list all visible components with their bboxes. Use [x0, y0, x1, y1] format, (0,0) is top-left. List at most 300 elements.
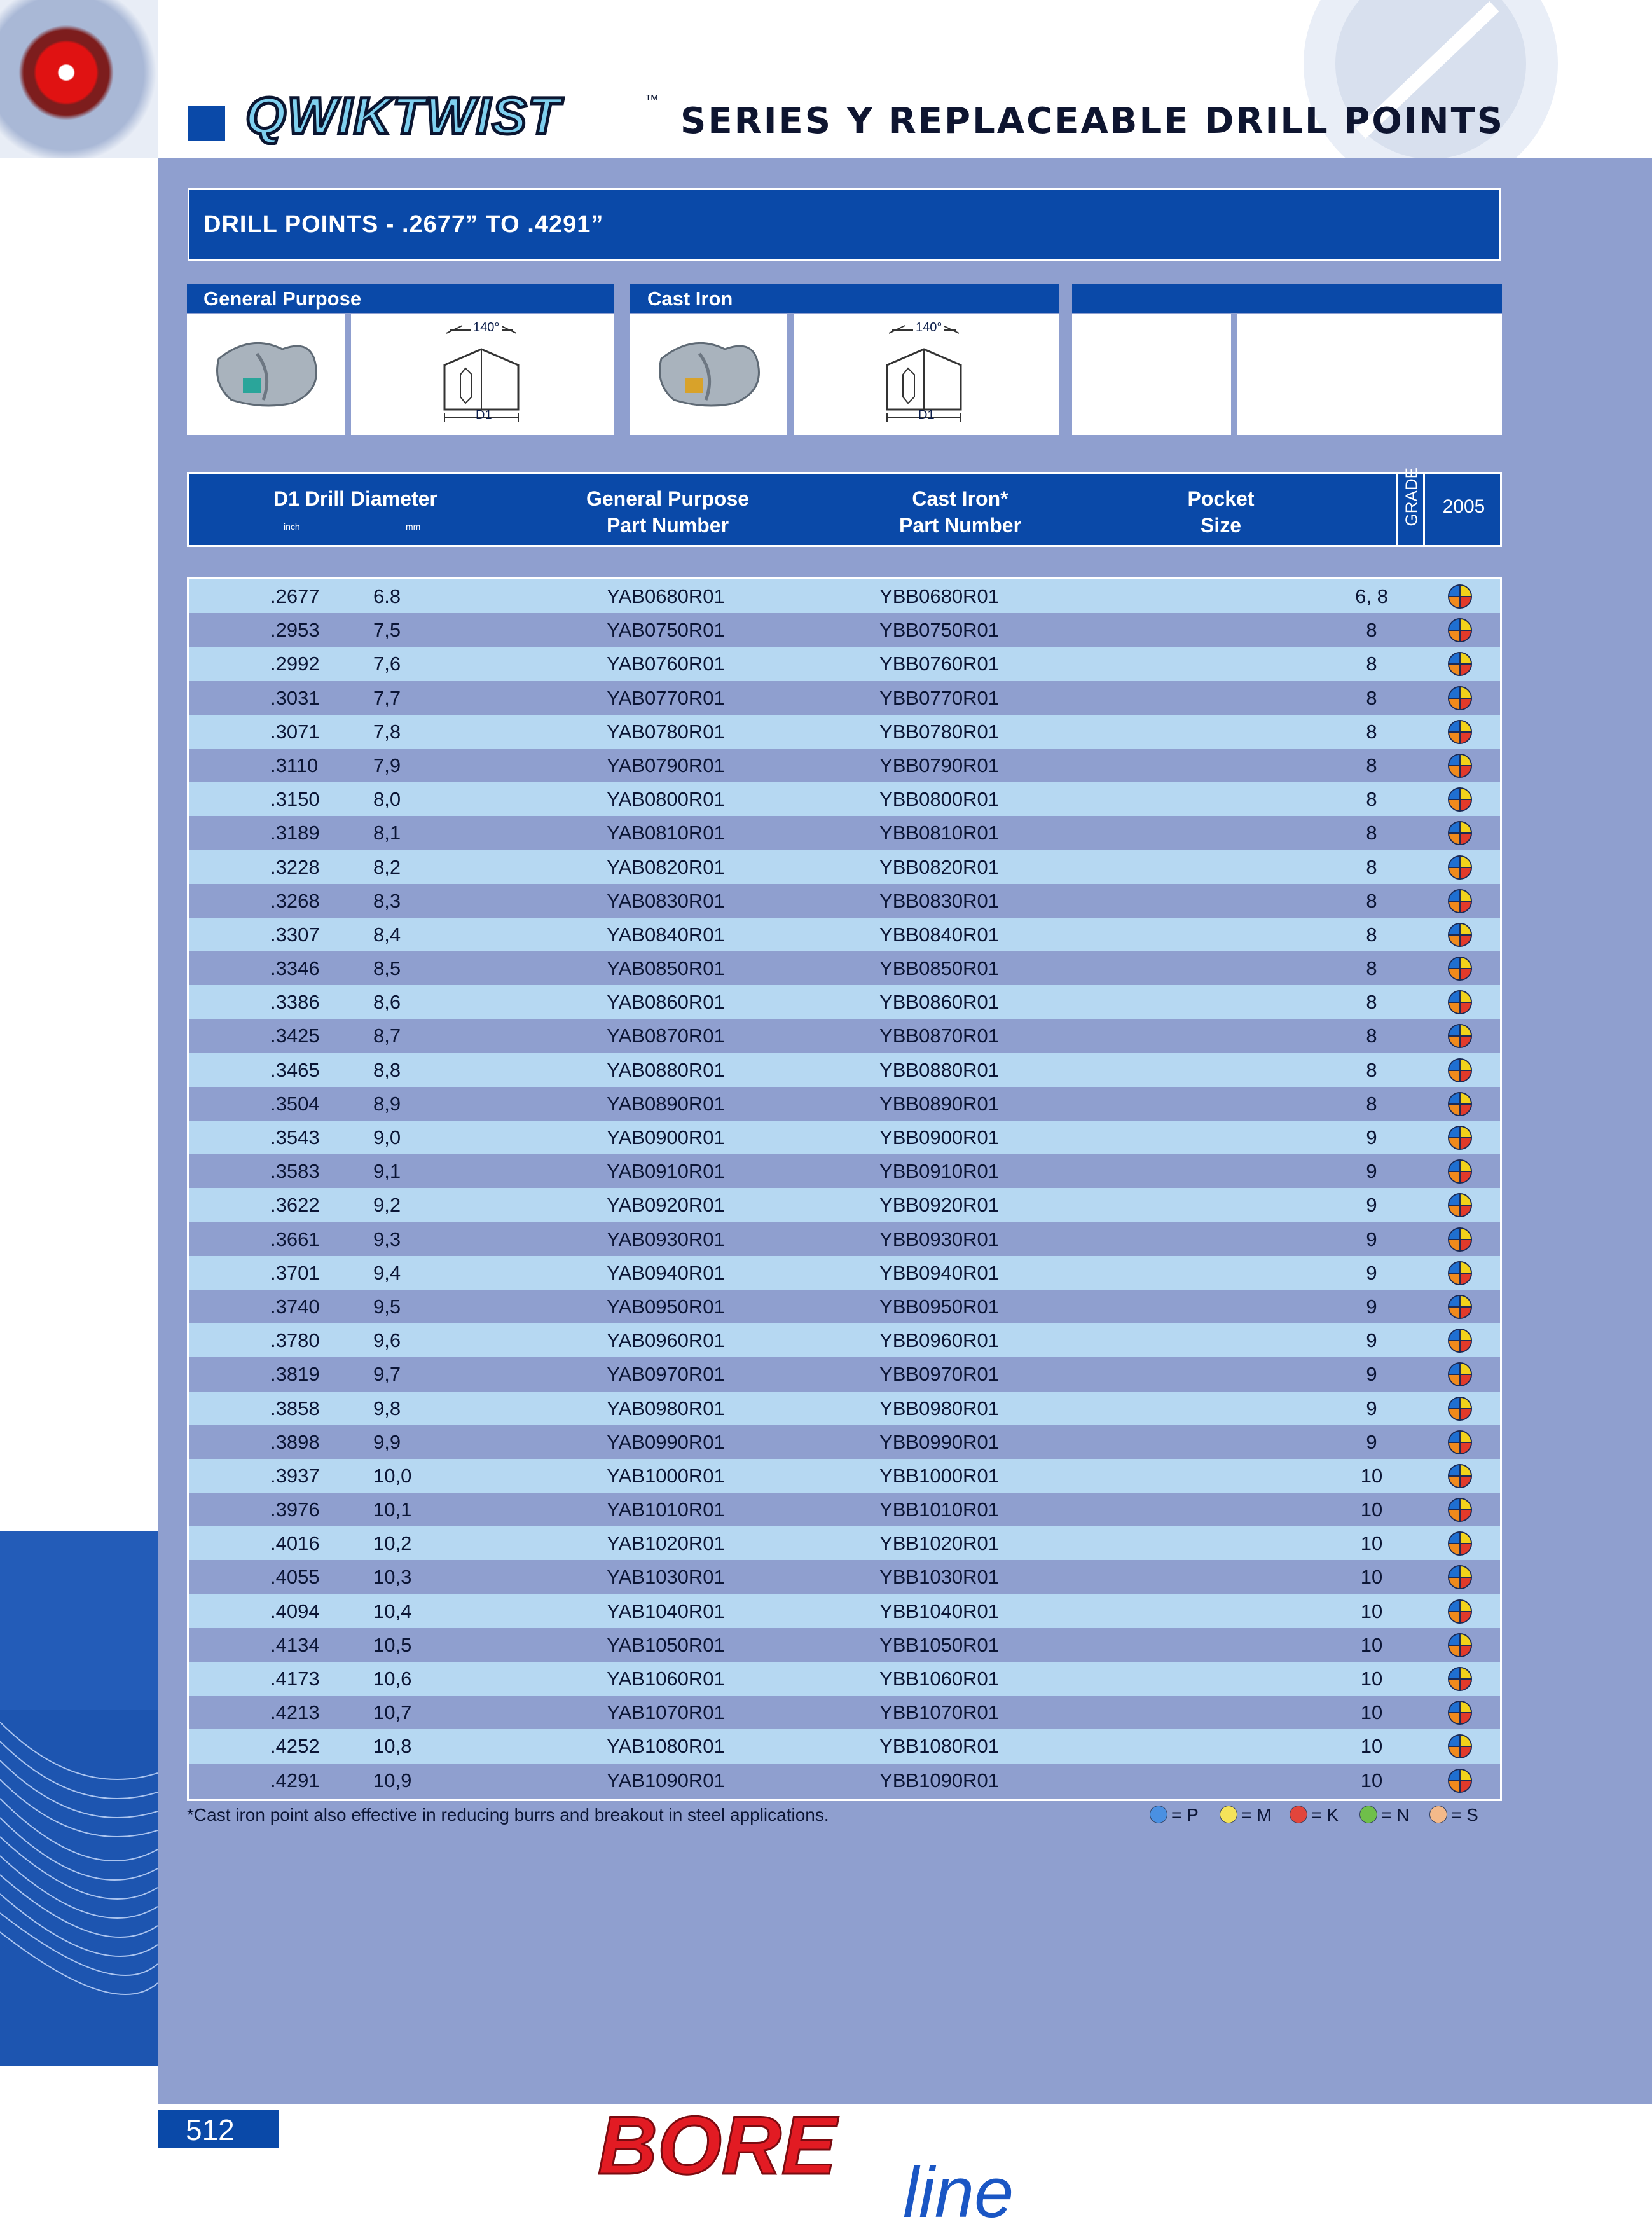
- grade-divider: [1396, 474, 1398, 545]
- header-ci-line2: Part Number: [898, 514, 1022, 537]
- cell-pocket-size: 9: [1366, 1430, 1377, 1453]
- cell-cast-iron-part: YBB1090R01: [879, 1769, 999, 1792]
- cell-pocket-size: 6, 8: [1355, 585, 1388, 607]
- cell-mm: 10,5: [373, 1633, 412, 1656]
- cell-mm: 7,9: [373, 754, 401, 777]
- cell-cast-iron-part: YBB0750R01: [879, 619, 999, 642]
- cell-general-purpose-part: YAB0770R01: [607, 686, 725, 709]
- table-row: [189, 749, 1500, 782]
- cell-inch: .3031: [270, 686, 320, 709]
- table-row: [189, 1222, 1500, 1256]
- table-row: [189, 1256, 1500, 1290]
- cell-inch: .3386: [270, 991, 320, 1014]
- cell-mm: 8,6: [373, 991, 401, 1014]
- table-row: [189, 1662, 1500, 1696]
- grade-quadrant-icon: [1448, 1227, 1472, 1252]
- cell-inch: .4134: [270, 1633, 320, 1656]
- table-row: [189, 1357, 1500, 1391]
- table-row: [189, 951, 1500, 985]
- cell-inch: .3346: [270, 957, 320, 980]
- table-row: [189, 850, 1500, 884]
- boreline-logo: [591, 2104, 1100, 2225]
- cell-inch: .3622: [270, 1194, 320, 1217]
- cell-inch: .3583: [270, 1160, 320, 1183]
- cell-general-purpose-part: YAB1010R01: [607, 1498, 725, 1521]
- table-row: [189, 1087, 1500, 1121]
- legend-dot-icon: [1290, 1806, 1307, 1823]
- cell-mm: 10,3: [373, 1566, 412, 1589]
- cell-cast-iron-part: YBB1040R01: [879, 1599, 999, 1622]
- table-row: [189, 884, 1500, 918]
- cell-pocket-size: 10: [1360, 1532, 1383, 1555]
- cell-general-purpose-part: YAB0980R01: [607, 1397, 725, 1419]
- cell-pocket-size: 10: [1360, 1633, 1383, 1656]
- table-row: [189, 1560, 1500, 1594]
- grade-quadrant-icon: [1448, 855, 1472, 880]
- table-row: [189, 1425, 1500, 1459]
- cell-cast-iron-part: YBB0840R01: [879, 923, 999, 946]
- cell-cast-iron-part: YBB0950R01: [879, 1295, 999, 1318]
- grade-quadrant-icon: [1448, 1261, 1472, 1285]
- grade-quadrant-icon: [1448, 1667, 1472, 1691]
- cell-mm: 9,0: [373, 1126, 401, 1149]
- cell-inch: .4291: [270, 1769, 320, 1792]
- cell-general-purpose-part: YAB1070R01: [607, 1701, 725, 1724]
- cell-mm: 8,5: [373, 957, 401, 980]
- cell-pocket-size: 8: [1366, 1025, 1377, 1047]
- grade-quadrant-icon: [1448, 720, 1472, 744]
- cell-general-purpose-part: YAB0790R01: [607, 754, 725, 777]
- cell-general-purpose-part: YAB1020R01: [607, 1532, 725, 1555]
- cell-general-purpose-part: YAB0950R01: [607, 1295, 725, 1318]
- table-row: [189, 1188, 1500, 1222]
- cell-pocket-size: 10: [1360, 1464, 1383, 1487]
- grade-quadrant-icon: [1448, 1464, 1472, 1488]
- cell-inch: .3740: [270, 1295, 320, 1318]
- cell-cast-iron-part: YBB0790R01: [879, 754, 999, 777]
- cell-cast-iron-part: YBB0770R01: [879, 686, 999, 709]
- cell-pocket-size: 8: [1366, 822, 1377, 845]
- grade-quadrant-icon: [1448, 1126, 1472, 1150]
- cell-mm: 10,0: [373, 1464, 412, 1487]
- cell-inch: .2953: [270, 619, 320, 642]
- cell-cast-iron-part: YBB0780R01: [879, 720, 999, 743]
- cell-pocket-size: 8: [1366, 653, 1377, 675]
- cell-mm: 8,7: [373, 1025, 401, 1047]
- header-inch: inch: [284, 521, 300, 532]
- legend-dot-icon: [1359, 1806, 1377, 1823]
- header-grade-year: 2005: [1442, 496, 1485, 517]
- grade-quadrant-icon: [1448, 1193, 1472, 1217]
- cell-pocket-size: 10: [1360, 1668, 1383, 1690]
- cell-pocket-size: 8: [1366, 923, 1377, 946]
- cell-general-purpose-part: YAB0760R01: [607, 653, 725, 675]
- cell-pocket-size: 8: [1366, 619, 1377, 642]
- cell-cast-iron-part: YBB0880R01: [879, 1058, 999, 1081]
- cell-mm: 8,9: [373, 1092, 401, 1115]
- table-row: [189, 1154, 1500, 1188]
- grade-quadrant-icon: [1448, 1397, 1472, 1421]
- cell-pocket-size: 10: [1360, 1566, 1383, 1589]
- cell-cast-iron-part: YBB1010R01: [879, 1498, 999, 1521]
- table-row: [189, 782, 1500, 816]
- cell-general-purpose-part: YAB0830R01: [607, 889, 725, 912]
- cell-pocket-size: 8: [1366, 754, 1377, 777]
- cell-pocket-size: 10: [1360, 1599, 1383, 1622]
- svg-text:™: ™: [645, 92, 659, 107]
- cell-cast-iron-part: YBB0920R01: [879, 1194, 999, 1217]
- cell-cast-iron-part: YBB1050R01: [879, 1633, 999, 1656]
- cell-cast-iron-part: YBB1030R01: [879, 1566, 999, 1589]
- cell-general-purpose-part: YAB0870R01: [607, 1025, 725, 1047]
- table-body: [189, 579, 1500, 1797]
- cell-general-purpose-part: YAB0840R01: [607, 923, 725, 946]
- cell-general-purpose-part: YAB0750R01: [607, 619, 725, 642]
- cell-inch: .4055: [270, 1566, 320, 1589]
- grade-quadrant-icon: [1448, 584, 1472, 609]
- cell-general-purpose-part: YAB0680R01: [607, 585, 725, 607]
- cell-cast-iron-part: YBB1070R01: [879, 1701, 999, 1724]
- header-pocket-line1: Pocket: [1187, 487, 1255, 510]
- cell-pocket-size: 9: [1366, 1363, 1377, 1386]
- legend-item: [1290, 1805, 1339, 1825]
- grade-quadrant-icon: [1448, 990, 1472, 1014]
- cell-pocket-size: 9: [1366, 1329, 1377, 1352]
- grade-quadrant-icon: [1448, 1024, 1472, 1048]
- cell-pocket-size: 8: [1366, 720, 1377, 743]
- cell-mm: 9,1: [373, 1160, 401, 1183]
- cell-mm: 8,8: [373, 1058, 401, 1081]
- cell-inch: .4094: [270, 1599, 320, 1622]
- grade-quadrant-icon: [1448, 787, 1472, 812]
- cell-mm: 9,5: [373, 1295, 401, 1318]
- table-row: [189, 1729, 1500, 1763]
- cell-general-purpose-part: YAB1050R01: [607, 1633, 725, 1656]
- header-d1: D1 Drill Diameter: [273, 487, 437, 510]
- cell-general-purpose-part: YAB0910R01: [607, 1160, 725, 1183]
- svg-text:line: line: [903, 2153, 1014, 2225]
- cell-general-purpose-part: YAB0820R01: [607, 855, 725, 878]
- cell-mm: 7,5: [373, 619, 401, 642]
- cell-mm: 8,2: [373, 855, 401, 878]
- cell-inch: .3465: [270, 1058, 320, 1081]
- grade-quadrant-icon: [1448, 821, 1472, 845]
- cell-cast-iron-part: YBB0940R01: [879, 1261, 999, 1284]
- table-row: [189, 918, 1500, 951]
- cell-mm: 10,8: [373, 1735, 412, 1758]
- cell-inch: .3150: [270, 788, 320, 811]
- cell-general-purpose-part: YAB1080R01: [607, 1735, 725, 1758]
- grade-quadrant-icon: [1448, 1599, 1472, 1624]
- legend-label: = N: [1381, 1805, 1410, 1825]
- cell-inch: .4252: [270, 1735, 320, 1758]
- table-row: [189, 1459, 1500, 1493]
- grade-quadrant-icon: [1448, 1159, 1472, 1184]
- grade-quadrant-icon: [1448, 686, 1472, 710]
- cell-general-purpose-part: YAB0940R01: [607, 1261, 725, 1284]
- table-row: [189, 1290, 1500, 1323]
- header-gp-line1: General Purpose: [586, 487, 750, 510]
- cell-mm: 10,2: [373, 1532, 412, 1555]
- cell-general-purpose-part: YAB0970R01: [607, 1363, 725, 1386]
- cell-mm: 9,2: [373, 1194, 401, 1217]
- cell-inch: .3701: [270, 1261, 320, 1284]
- cell-pocket-size: 9: [1366, 1295, 1377, 1318]
- legend-item: [1220, 1805, 1271, 1825]
- cell-pocket-size: 8: [1366, 889, 1377, 912]
- cell-mm: 6.8: [373, 585, 401, 607]
- cell-pocket-size: 8: [1366, 957, 1377, 980]
- grade-quadrant-icon: [1448, 1058, 1472, 1082]
- legend-label: = M: [1241, 1805, 1272, 1825]
- grade-quadrant-icon: [1448, 652, 1472, 676]
- corner-burst-image: [0, 0, 158, 158]
- grade-quadrant-icon: [1448, 1565, 1472, 1589]
- cell-general-purpose-part: YAB0930R01: [607, 1227, 725, 1250]
- page-title: SERIES Y REPLACEABLE DRILL POINTS: [680, 100, 1505, 142]
- cell-general-purpose-part: YAB1060R01: [607, 1668, 725, 1690]
- svg-text:BORE: BORE: [598, 2104, 837, 2192]
- cell-inch: .3425: [270, 1025, 320, 1047]
- category-bar-empty: [1072, 284, 1502, 313]
- legend-label: = S: [1451, 1805, 1478, 1825]
- cell-general-purpose-part: YAB0960R01: [607, 1329, 725, 1352]
- table-row: [189, 1764, 1500, 1797]
- cell-inch: .3976: [270, 1498, 320, 1521]
- cell-cast-iron-part: YBB0810R01: [879, 822, 999, 845]
- grade-quadrant-icon: [1448, 1329, 1472, 1353]
- grade-divider: [1423, 474, 1425, 545]
- cell-cast-iron-part: YBB0850R01: [879, 957, 999, 980]
- grade-quadrant-icon: [1448, 1430, 1472, 1454]
- legend-label: = P: [1171, 1805, 1199, 1825]
- cell-inch: .4016: [270, 1532, 320, 1555]
- cell-general-purpose-part: YAB0850R01: [607, 957, 725, 980]
- footnote: *Cast iron point also effective in reducing burrs and breakout in steel applications.: [187, 1805, 829, 1825]
- cell-cast-iron-part: YBB0870R01: [879, 1025, 999, 1047]
- cell-mm: 8,4: [373, 923, 401, 946]
- table-row: [189, 1392, 1500, 1425]
- cell-cast-iron-part: YBB1060R01: [879, 1668, 999, 1690]
- legend-dot-icon: [1429, 1806, 1447, 1823]
- grade-quadrant-icon: [1448, 1295, 1472, 1319]
- section-title: DRILL POINTS - .2677” TO .4291”: [203, 211, 604, 238]
- cell-mm: 9,7: [373, 1363, 401, 1386]
- cell-cast-iron-part: YBB0760R01: [879, 653, 999, 675]
- cell-general-purpose-part: YAB0810R01: [607, 822, 725, 845]
- table-row: [189, 985, 1500, 1019]
- cell-inch: .4173: [270, 1668, 320, 1690]
- cell-inch: .3228: [270, 855, 320, 878]
- grade-quadrant-icon: [1448, 957, 1472, 981]
- cell-pocket-size: 10: [1360, 1701, 1383, 1724]
- header-pocket-line2: Size: [1200, 514, 1242, 537]
- grade-quadrant-icon: [1448, 1498, 1472, 1522]
- legend-item: [1429, 1805, 1478, 1825]
- cell-inch: .3898: [270, 1430, 320, 1453]
- cell-mm: 9,3: [373, 1227, 401, 1250]
- cell-pocket-size: 8: [1366, 855, 1377, 878]
- header-mm: mm: [406, 521, 421, 532]
- cell-mm: 10,7: [373, 1701, 412, 1724]
- cell-cast-iron-part: YBB0970R01: [879, 1363, 999, 1386]
- angle-label: 140°: [471, 321, 502, 335]
- grade-quadrant-icon: [1448, 923, 1472, 947]
- cell-inch: .3307: [270, 923, 320, 946]
- table-row: [189, 1696, 1500, 1729]
- cell-inch: .4213: [270, 1701, 320, 1724]
- cell-inch: .2992: [270, 653, 320, 675]
- cell-pocket-size: 9: [1366, 1160, 1377, 1183]
- empty-photo-box: [1072, 314, 1231, 435]
- cell-inch: .3937: [270, 1464, 320, 1487]
- cell-mm: 7,6: [373, 653, 401, 675]
- grade-quadrant-icon: [1448, 1633, 1472, 1657]
- svg-text:QWIKTWIST: QWIKTWIST: [245, 88, 561, 145]
- grade-quadrant-icon: [1448, 618, 1472, 642]
- cell-cast-iron-part: YBB1000R01: [879, 1464, 999, 1487]
- cell-cast-iron-part: YBB0820R01: [879, 855, 999, 878]
- table-row: [189, 1121, 1500, 1154]
- cell-cast-iron-part: YBB0800R01: [879, 788, 999, 811]
- cell-general-purpose-part: YAB0900R01: [607, 1126, 725, 1149]
- grade-quadrant-icon: [1448, 1531, 1472, 1556]
- table-row: [189, 1019, 1500, 1053]
- cell-inch: .3504: [270, 1092, 320, 1115]
- header-ci-line1: Cast Iron*: [912, 487, 1008, 510]
- legend-item: [1150, 1805, 1199, 1825]
- diameter-label: D1: [918, 408, 935, 422]
- cell-mm: 9,8: [373, 1397, 401, 1419]
- diameter-label: D1: [476, 408, 492, 422]
- cell-inch: .3661: [270, 1227, 320, 1250]
- cell-pocket-size: 8: [1366, 686, 1377, 709]
- cell-inch: .2677: [270, 585, 320, 607]
- grade-quadrant-icon: [1448, 1362, 1472, 1386]
- cell-general-purpose-part: YAB0860R01: [607, 991, 725, 1014]
- table-row: [189, 1628, 1500, 1662]
- cell-pocket-size: 10: [1360, 1498, 1383, 1521]
- cell-cast-iron-part: YBB0860R01: [879, 991, 999, 1014]
- cell-cast-iron-part: YBB0990R01: [879, 1430, 999, 1453]
- grade-quadrant-icon: [1448, 1701, 1472, 1725]
- table-row: [189, 1493, 1500, 1526]
- cell-cast-iron-part: YBB0900R01: [879, 1126, 999, 1149]
- empty-diagram-box: [1237, 314, 1502, 435]
- table-row: [189, 1594, 1500, 1628]
- cell-pocket-size: 8: [1366, 1058, 1377, 1081]
- category-label-cast-iron: Cast Iron: [647, 287, 733, 310]
- table-row: [189, 681, 1500, 715]
- cell-cast-iron-part: YBB1080R01: [879, 1735, 999, 1758]
- cell-pocket-size: 10: [1360, 1735, 1383, 1758]
- cell-mm: 10,9: [373, 1769, 412, 1792]
- brand-square: [188, 106, 225, 141]
- table-row: [189, 1323, 1500, 1357]
- cell-inch: .3268: [270, 889, 320, 912]
- grade-quadrant-icon: [1448, 1734, 1472, 1758]
- category-label-general-purpose: General Purpose: [203, 287, 362, 310]
- legend-label: = K: [1311, 1805, 1339, 1825]
- cell-pocket-size: 9: [1366, 1227, 1377, 1250]
- table-row: [189, 816, 1500, 850]
- drill-point-photo-general-purpose: [187, 314, 345, 435]
- cell-pocket-size: 8: [1366, 991, 1377, 1014]
- cell-mm: 9,4: [373, 1261, 401, 1284]
- grade-quadrant-icon: [1448, 889, 1472, 913]
- table-row: [189, 715, 1500, 749]
- cell-pocket-size: 8: [1366, 1092, 1377, 1115]
- cell-mm: 8,1: [373, 822, 401, 845]
- grade-quadrant-icon: [1448, 1092, 1472, 1116]
- cell-general-purpose-part: YAB0890R01: [607, 1092, 725, 1115]
- header-gp-line2: Part Number: [606, 514, 729, 537]
- cell-cast-iron-part: YBB0680R01: [879, 585, 999, 607]
- cell-pocket-size: 9: [1366, 1194, 1377, 1217]
- header-grade: GRADE: [1401, 467, 1421, 527]
- cell-general-purpose-part: YAB0990R01: [607, 1430, 725, 1453]
- grade-quadrant-icon: [1448, 754, 1472, 778]
- legend-dot-icon: [1150, 1806, 1167, 1823]
- cell-mm: 10,4: [373, 1599, 412, 1622]
- cell-mm: 8,3: [373, 889, 401, 912]
- cell-pocket-size: 10: [1360, 1769, 1383, 1792]
- cell-inch: .3110: [270, 754, 319, 777]
- cell-general-purpose-part: YAB1040R01: [607, 1599, 725, 1622]
- cell-cast-iron-part: YBB0910R01: [879, 1160, 999, 1183]
- drill-point-photo-cast-iron: [630, 314, 787, 435]
- cell-mm: 7,7: [373, 686, 401, 709]
- cell-cast-iron-part: YBB0960R01: [879, 1329, 999, 1352]
- cell-inch: .3819: [270, 1363, 320, 1386]
- cell-general-purpose-part: YAB0780R01: [607, 720, 725, 743]
- cell-inch: .3780: [270, 1329, 320, 1352]
- cell-pocket-size: 9: [1366, 1126, 1377, 1149]
- cell-mm: 7,8: [373, 720, 401, 743]
- legend-dot-icon: [1220, 1806, 1237, 1823]
- left-decorative-waves: [0, 1531, 158, 2066]
- cell-cast-iron-part: YBB0980R01: [879, 1397, 999, 1419]
- cell-mm: 8,0: [373, 788, 401, 811]
- cell-inch: .3543: [270, 1126, 320, 1149]
- cell-cast-iron-part: YBB0890R01: [879, 1092, 999, 1115]
- cell-mm: 9,6: [373, 1329, 401, 1352]
- cell-general-purpose-part: YAB0880R01: [607, 1058, 725, 1081]
- angle-label: 140°: [913, 321, 944, 335]
- table-row: [189, 1526, 1500, 1560]
- cell-pocket-size: 8: [1366, 788, 1377, 811]
- qwiktwist-logo: [243, 88, 663, 145]
- cell-cast-iron-part: YBB0930R01: [879, 1227, 999, 1250]
- cell-mm: 10,6: [373, 1668, 412, 1690]
- cell-inch: .3858: [270, 1397, 320, 1419]
- table-row: [189, 579, 1500, 613]
- cell-general-purpose-part: YAB0920R01: [607, 1194, 725, 1217]
- cell-inch: .3189: [270, 822, 320, 845]
- table-row: [189, 1053, 1500, 1087]
- cell-inch: .3071: [270, 720, 320, 743]
- cell-cast-iron-part: YBB1020R01: [879, 1532, 999, 1555]
- cell-mm: 10,1: [373, 1498, 412, 1521]
- table-row: [189, 613, 1500, 647]
- cell-general-purpose-part: YAB1000R01: [607, 1464, 725, 1487]
- cell-mm: 9,9: [373, 1430, 401, 1453]
- legend-item: [1359, 1805, 1409, 1825]
- cell-cast-iron-part: YBB0830R01: [879, 889, 999, 912]
- page-number: 512: [186, 2113, 235, 2146]
- cell-pocket-size: 9: [1366, 1397, 1377, 1419]
- cell-general-purpose-part: YAB1090R01: [607, 1769, 725, 1792]
